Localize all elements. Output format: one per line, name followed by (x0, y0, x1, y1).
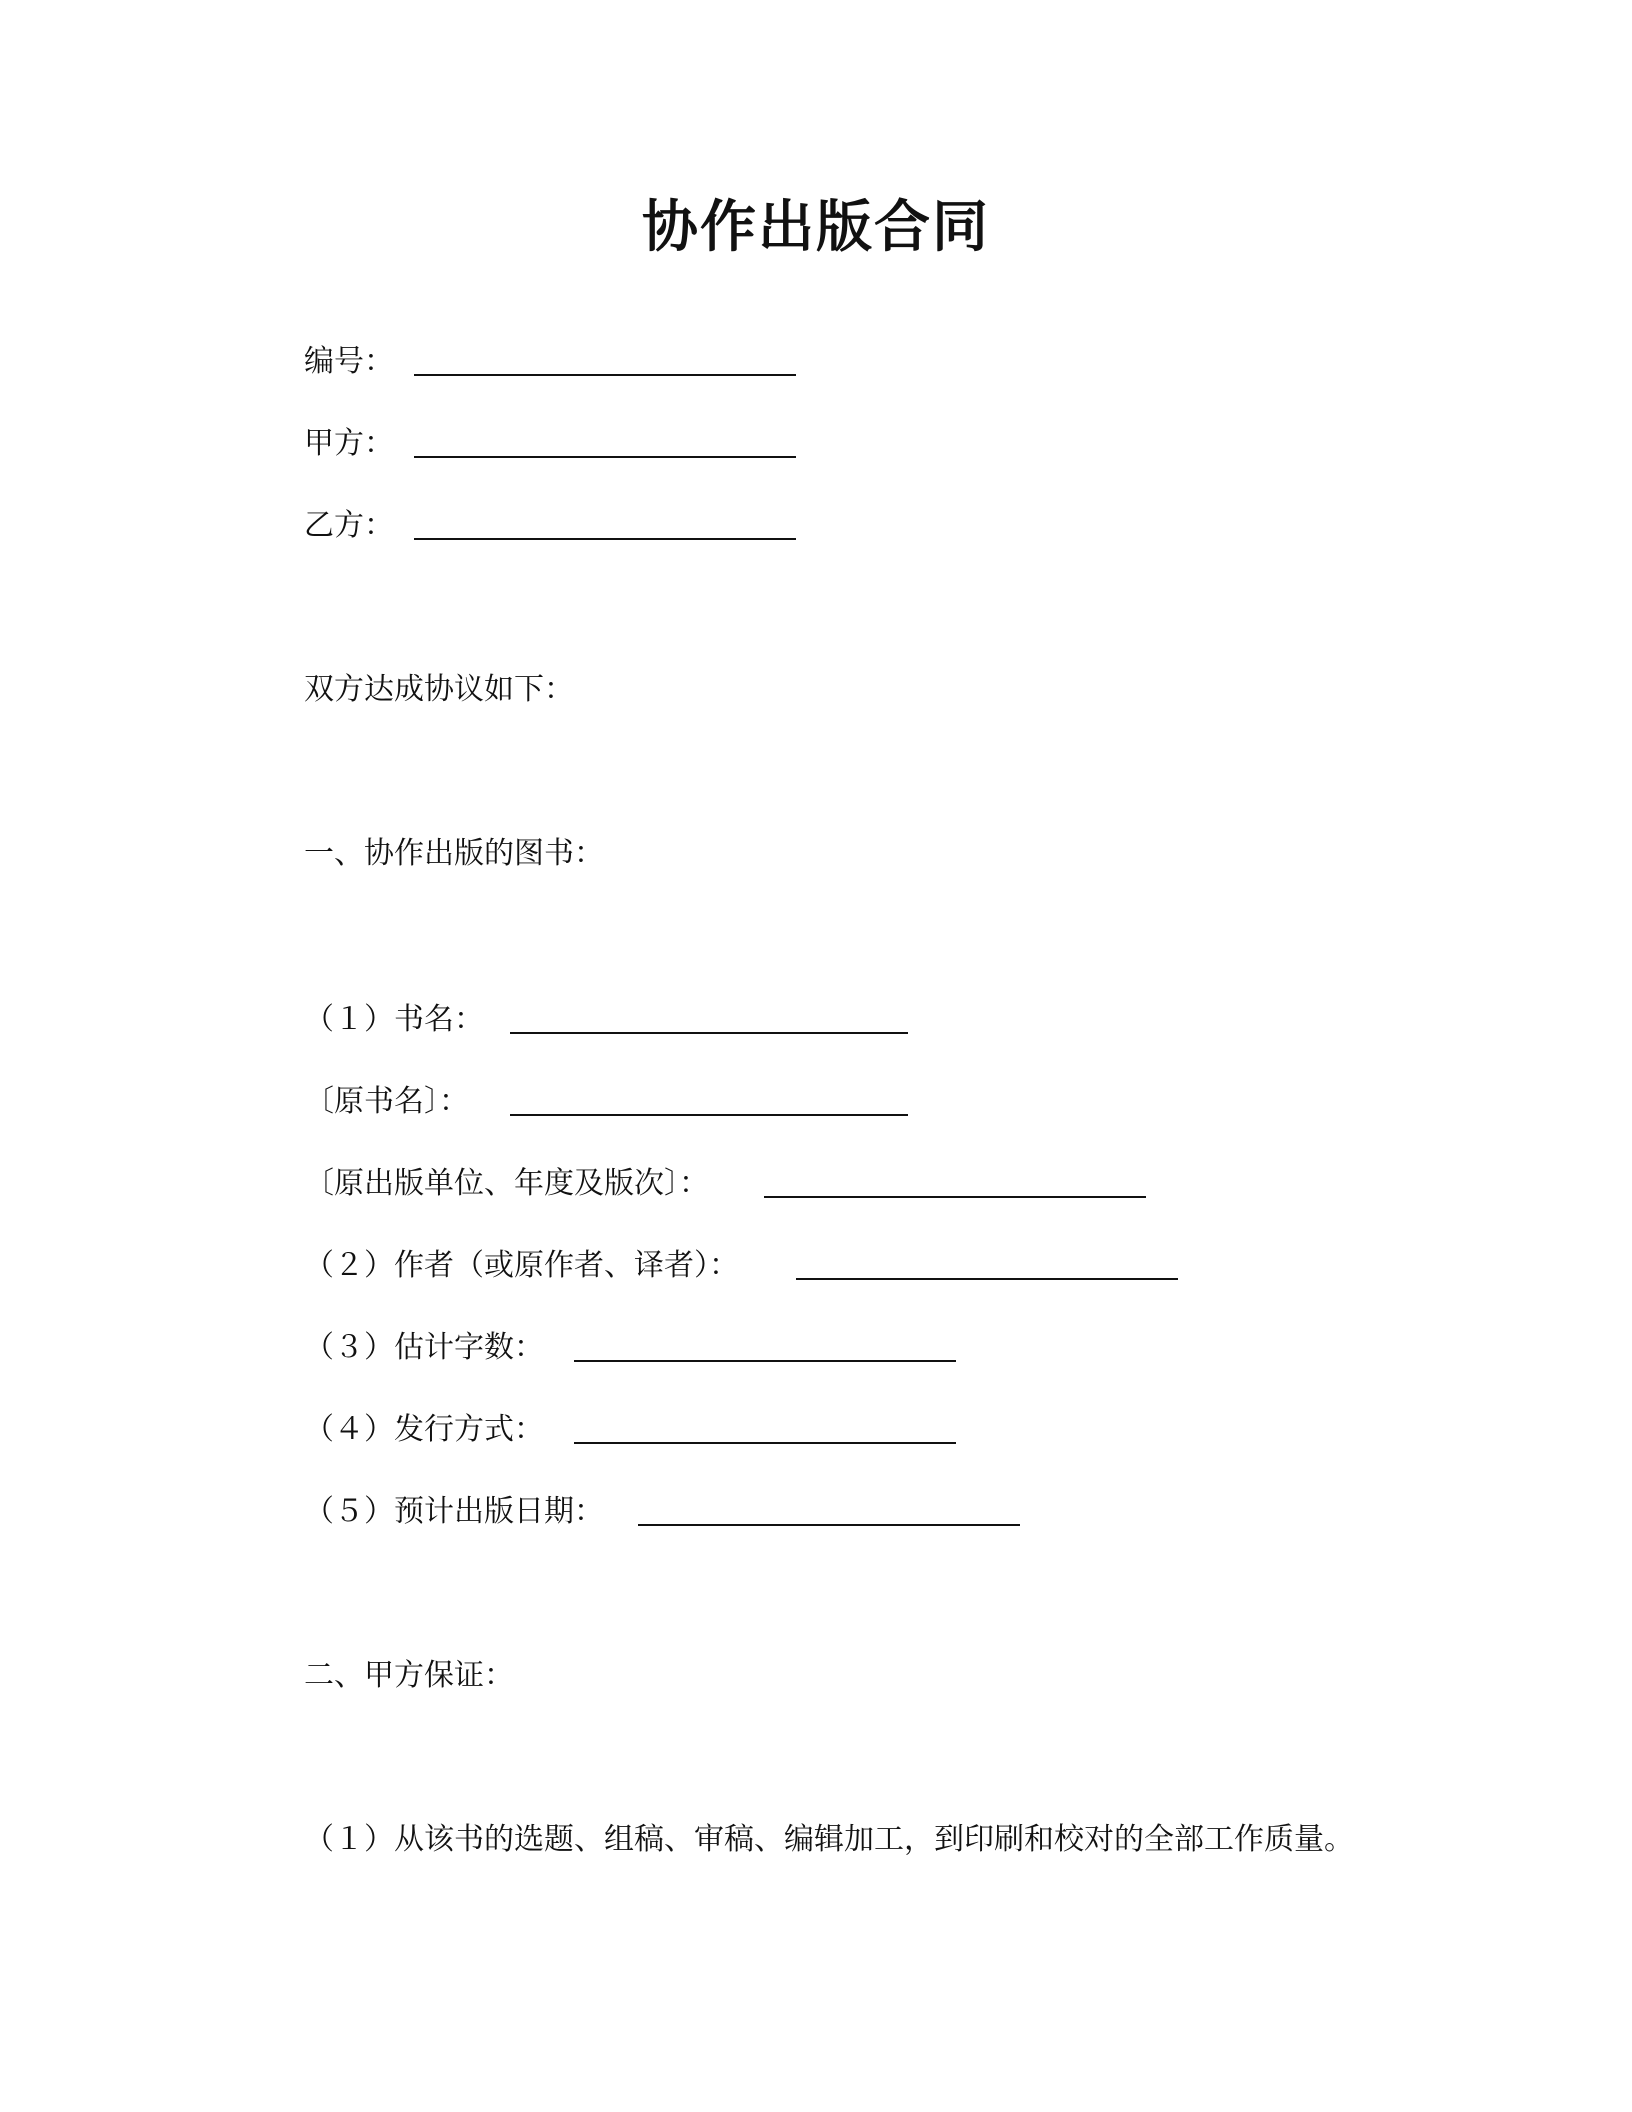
section2-item-1: （１）从该书的选题、组稿、审稿、编辑加工，到印刷和校对的全部工作质量。 (304, 1822, 1354, 1857)
publish-date-blank-line (638, 1524, 1020, 1526)
field-label-book-title: （１）书名： (304, 1002, 484, 1037)
section2-heading: 二、甲方保证： (304, 1658, 514, 1693)
field-label-original-title: 〔原书名〕： (304, 1084, 469, 1119)
book-title-blank-line (510, 1032, 908, 1034)
field-label-original-publisher: 〔原出版单位、年度及版次〕： (304, 1166, 709, 1201)
original-publisher-blank-line (764, 1196, 1146, 1198)
section1-heading: 一、协作出版的图书： (304, 836, 604, 871)
field-label-number: 编号： (304, 344, 394, 379)
field-label-party-b: 乙方： (304, 508, 394, 543)
original-title-blank-line (510, 1114, 908, 1116)
party-b-blank-line (414, 538, 796, 540)
field-label-distribution: （４）发行方式： (304, 1412, 544, 1447)
field-label-author: （２）作者（或原作者、译者）： (304, 1248, 739, 1283)
field-label-word-count: （３）估计字数： (304, 1330, 544, 1365)
author-blank-line (796, 1278, 1178, 1280)
field-label-party-a: 甲方： (304, 426, 394, 461)
field-label-publish-date: （５）预计出版日期： (304, 1494, 604, 1529)
document-title: 协作出版合同 (642, 195, 990, 260)
number-blank-line (414, 374, 796, 376)
party-a-blank-line (414, 456, 796, 458)
word-count-blank-line (574, 1360, 956, 1362)
distribution-blank-line (574, 1442, 956, 1444)
intro-text: 双方达成协议如下： (304, 672, 574, 707)
